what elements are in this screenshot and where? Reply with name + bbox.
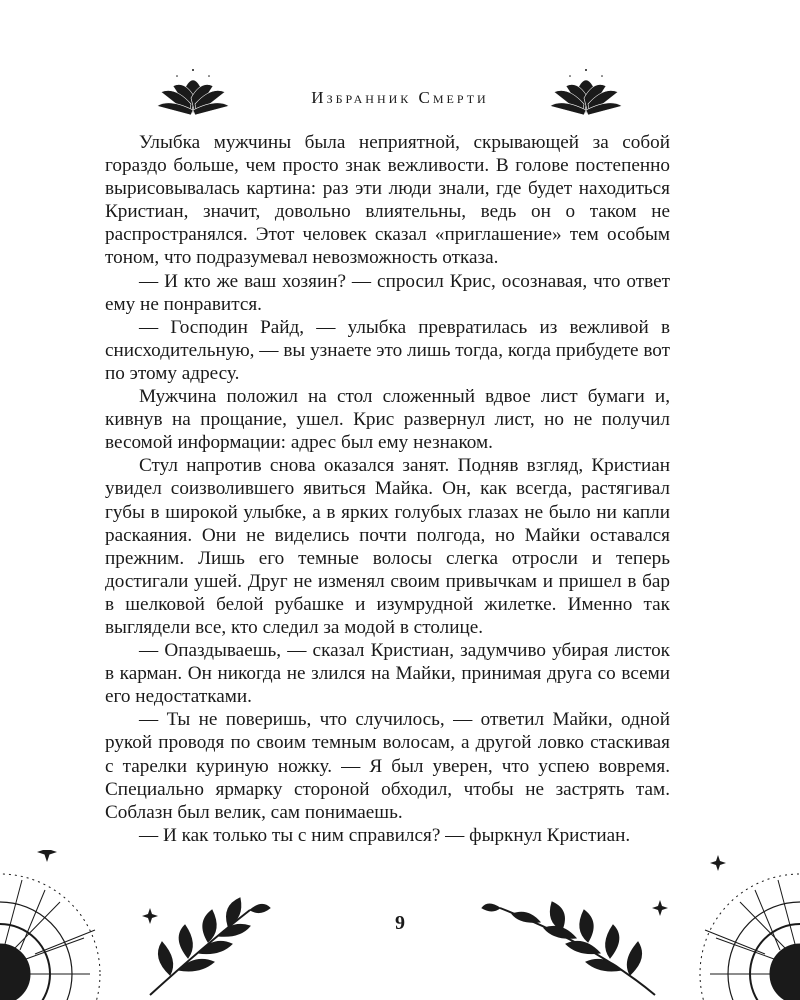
page-number: 9 [395,912,405,934]
paragraph: Улыбка мужчины была неприятной, скрывающей за собой гораздо больше, чем просто знак вежливости. В голове постепенно вырисовывалась картина: раз эти люди знали, где будет находиться Кристиан, значит, довольно влиятельны, ведь он о таком не распространялся. Этот человек сказал «приглашение» тем особым тоном, что подразумевал невозможность отказа. [105,132,670,269]
sun-rays-icon [0,874,100,1000]
sparkle-star-icon [710,855,726,871]
lotus-icon [548,68,624,116]
sun-rays-icon [700,874,800,1000]
body-text [105,131,670,847]
paragraph: — Опаздываешь, — сказал Кристиан, задумчиво убирая листок в карман. Он никогда не злился на Майки, принимая друга со всеми его недостатками. [105,640,670,708]
sparkle-star-icon [37,850,57,862]
paragraph: Стул напротив снова оказался занят. Подняв взгляд, Кристиан увидел соизволившего явиться Майка. Он, как всегда, растягивал губы в широкой улыбке, а в ярких голубых глазах не было ни капли раскаяния. Они не виделись почти полгода, но Майки оставался прежним. Лишь его темные волосы слегка отросли и теперь достигали ушей. Друг не изменял своим привычкам и пришел в бар в шелковой белой рубашке и изумрудной жилетке. Именно так выглядели все, кто следил за модой в столице. [105,455,670,638]
paragraph: — Ты не поверишь, что случилось, — ответил Майки, одной рукой проводя по своим темным волосам, а другой ловко стаскивая с тарелки куриную ножку. — Я был уверен, что успею вовремя. Специально ярмарку стороной обходил, чтобы не застрять там. Соблазн был велик, сам понимаешь. [105,709,670,823]
running-header [0,68,800,128]
paragraph: — Господин Райд, — улыбка превратилась из вежливой в снисходительную, — вы узнаете это лишь тогда, когда прибудете вот по этому адресу. [105,316,670,384]
paragraph: Мужчина положил на стол сложенный вдвое лист бумаги и, кивнув на прощание, ушел. Крис развернул лист, но не получил весомой информации: адрес был ему незнаком. [105,386,670,454]
paragraph: — И кто же ваш хозяин? — спросил Крис, осознавая, что ответ ему не понравится. [105,270,670,315]
book-title: Избранник Смерти [311,88,489,107]
paragraph: — И как только ты с ним справился? — фыркнул Кристиан. [139,824,631,846]
